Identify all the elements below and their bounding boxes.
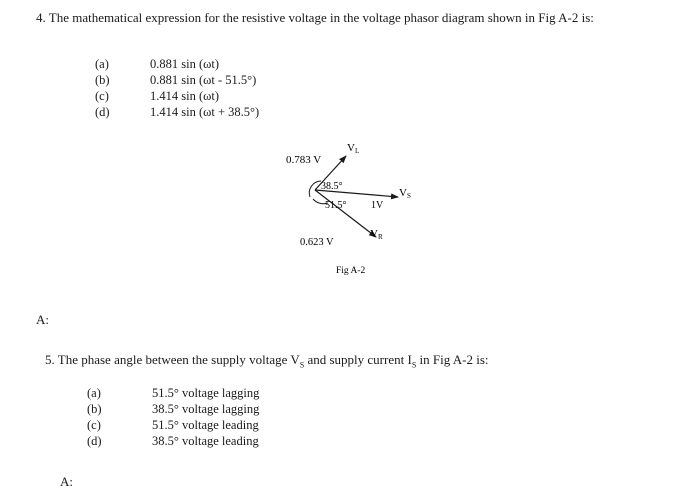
- figure-caption: Fig A-2: [336, 266, 366, 276]
- q5-option-b-label: (b): [87, 402, 102, 416]
- q5-option-a-text: 51.5° voltage lagging: [152, 386, 260, 400]
- q4-option-b-text: 0.881 sin (ωt - 51.5°): [150, 73, 257, 87]
- q5-option-c-text: 51.5° voltage leading: [152, 418, 259, 432]
- phasor-diagram: [270, 135, 440, 285]
- q4-option-d-text: 1.414 sin (ωt + 38.5°): [150, 105, 260, 119]
- q4-option-b-label: (b): [95, 73, 110, 87]
- q5-option-b-text: 38.5° voltage lagging: [152, 402, 260, 416]
- q5-option-d-label: (d): [87, 434, 102, 448]
- vr-label: VR: [370, 228, 383, 241]
- vl-magnitude: 0.783 V: [286, 154, 322, 166]
- question-4-text: 4. The mathematical expression for the resistive voltage in the voltage phasor diagram shown in Fig A-2 is:: [36, 10, 594, 25]
- vs-label: VS: [399, 187, 411, 200]
- q4-answer-label: A:: [36, 312, 49, 327]
- vr-phasor-line: [315, 190, 376, 237]
- q4-option-a-label: (a): [95, 57, 109, 71]
- q5-option-d-text: 38.5° voltage leading: [152, 434, 259, 448]
- angle-lower-label: 51.5°: [325, 200, 347, 211]
- q4-option-a-text: 0.881 sin (ωt): [150, 57, 219, 71]
- q4-option-c-text: 1.414 sin (ωt): [150, 89, 219, 103]
- angle-upper-label: 38.5°: [321, 181, 343, 192]
- q4-option-c-label: (c): [95, 89, 109, 103]
- q5-option-a-label: (a): [87, 386, 101, 400]
- vl-label: VL: [347, 142, 360, 155]
- q5-answer-label: A:: [60, 474, 73, 489]
- q5-option-c-label: (c): [87, 418, 101, 432]
- vr-magnitude: 0.623 V: [300, 237, 334, 248]
- q4-option-d-label: (d): [95, 105, 110, 119]
- question-5-text: 5. The phase angle between the supply voltage $V_S$ and supply current $I_S$ in Fig A-2 is:: [45, 352, 489, 370]
- vs-magnitude: 1V: [371, 200, 384, 211]
